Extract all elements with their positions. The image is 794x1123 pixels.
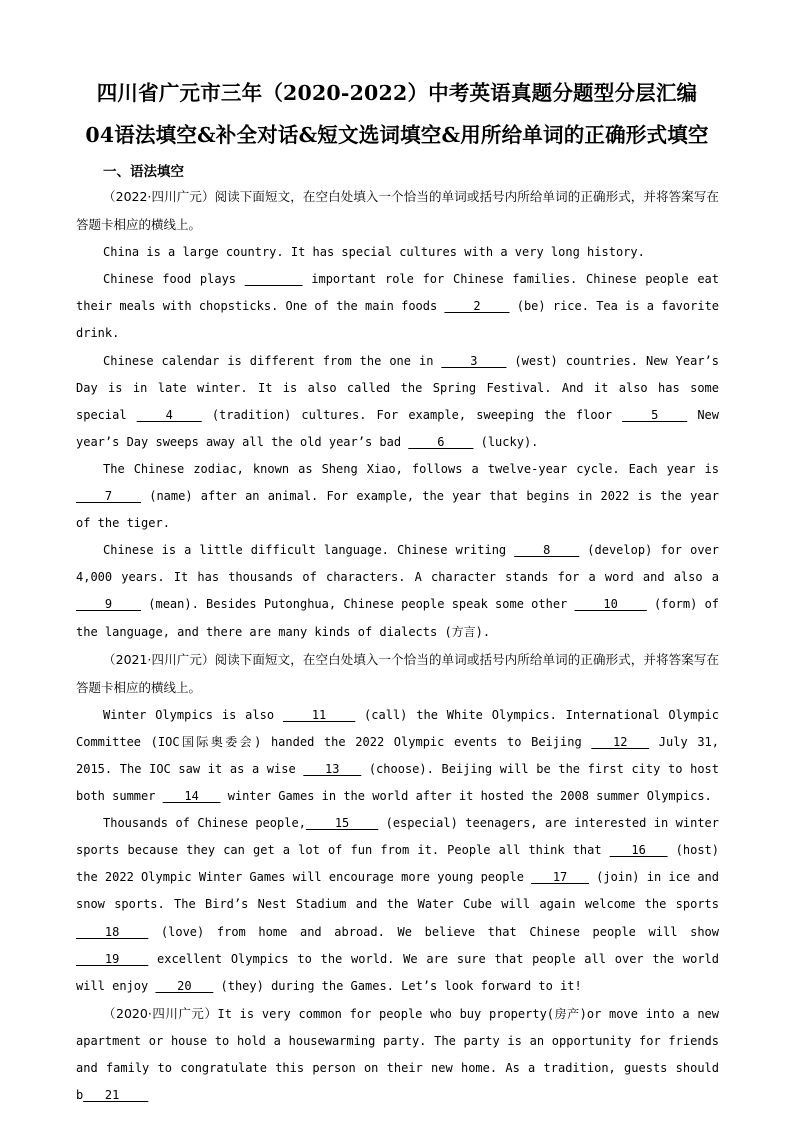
passage2-paragraph2: Thousands of Chinese people,____15____ (especial) teenagers, are interested in winter sports because they can get a lot of fun from it. People all think that ___16___ (host) the 2022 Olympic Winter Games will encourage more young people ___17___ (join) in ice and snow sports. The Bird’s Nest Stadium and the Water Cube will again welcome the sports ____18____ (love) from home and abroad. We believe that Chinese people will show ____19____ excellent Olympics to the world. We are sure that people all over the world will enjoy ___20___ (they) during the Games. Let’s look forward to it! xyxy=(76,816,720,993)
blank-13: ___13___ xyxy=(303,761,362,776)
source-note: （2022·四川广元）阅读下面短文，在空白处填入一个恰当的单词或括号内所给单词的正确形式，并将答案写在答题卡相应的横线上。 xyxy=(76,189,719,233)
blank-11: ____11____ xyxy=(282,707,356,722)
passage1-paragraph5: Chinese is a little difficult language. Chinese writing ____8____ (develop) for over 4,000 years. It has thousands of characters. A character stands for a word and also a ____9____ (mean). Besides Putonghua, Chinese people speak some other ____10____ (form) of the language, and there are many kinds of dialects (方言). xyxy=(76,543,720,639)
blank-1: ________ xyxy=(244,272,303,287)
document-body xyxy=(76,183,719,1109)
blank-3: ____3____ xyxy=(441,353,507,368)
passage1-paragraph2: Chinese food plays ________ important role for Chinese families. Chinese people eat their meals with chopsticks. One of the main foods ____2____ (be) rice. Tea is a favorite drink. xyxy=(76,272,720,341)
blank-8: ____8____ xyxy=(514,543,580,558)
passage2-source xyxy=(76,646,719,702)
blank-15: ____15____ xyxy=(305,816,379,831)
section-heading: 一、语法填空 xyxy=(103,164,184,180)
document-title-line1: 四川省广元市三年（2020-2022）中考英语真题分题型分层汇编 xyxy=(96,81,698,105)
blank-14: ___14___ xyxy=(162,789,221,804)
blank-7: ____7____ xyxy=(76,489,142,504)
blank-19: ____19____ xyxy=(76,951,149,966)
blank-16: ___16___ xyxy=(609,843,668,858)
passage1-paragraph4: The Chinese zodiac, known as Sheng Xiao, follows a twelve-year cycle. Each year is ____7____ (name) after an animal. For example, the year that begins in 2022 is the year of the tiger. xyxy=(76,461,719,531)
blank-18: ____18____ xyxy=(76,924,149,939)
blank-2: ____2____ xyxy=(444,299,510,314)
passage1-paragraph1: China is a large country. It has special cultures with a very long history. xyxy=(103,245,645,260)
blank-20: ___20___ xyxy=(155,978,214,993)
blank-17: ___17___ xyxy=(531,870,589,885)
passage2-paragraph1: Winter Olympics is also ____11____ (call) the White Olympics. International Olympic Committee (IOC国际奥委会) handed the 2022 Olympic events to Beijing ___12___ July 31, 2015. The IOC saw it as a wise ___13___ (choose). Beijing will be the first city to host both summer ___14___ winter Games in the world after it hosted the 2008 summer Olympics. xyxy=(76,707,720,804)
source-note: （2021·四川广元）阅读下面短文，在空白处填入一个恰当的单词或括号内所给单词的正确形式，并将答案写在答题卡相应的横线上。 xyxy=(76,651,719,695)
blank-4: ____4____ xyxy=(136,407,202,422)
source-note: （2020·四川广元） xyxy=(103,1005,218,1021)
blank-9: ____9____ xyxy=(76,597,142,612)
document-title-line2: 04语法填空&补全对话&短文选词填空&用所给单词的正确形式填空 xyxy=(85,123,709,147)
passage3-paragraph1: （2020·四川广元）It is very common for people who buy property(房产)or move into a new apartment or house to hold a housewarming party. The party is an opportunity for friends and family to congratulate this person on their new home. As a tradition, guests should b___21____ xyxy=(76,1005,719,1103)
passage1-source xyxy=(76,183,719,239)
blank-6: ____6____ xyxy=(408,434,474,449)
blank-21: ___21____ xyxy=(83,1088,149,1103)
blank-5: ____5____ xyxy=(622,407,688,422)
passage1-paragraph3: Chinese calendar is different from the one in ____3____ (west) countries. New Year’s Day is in late winter. It is also called the Spring Festival. And it also has some special ____4____ (tradition) cultures. For example, sweeping the floor ____5____ New year’s Day sweeps away all the old year’s bad ____6____ (lucky). xyxy=(76,353,720,449)
blank-12: ___12___ xyxy=(591,734,650,749)
blank-10: ____10____ xyxy=(574,597,647,612)
